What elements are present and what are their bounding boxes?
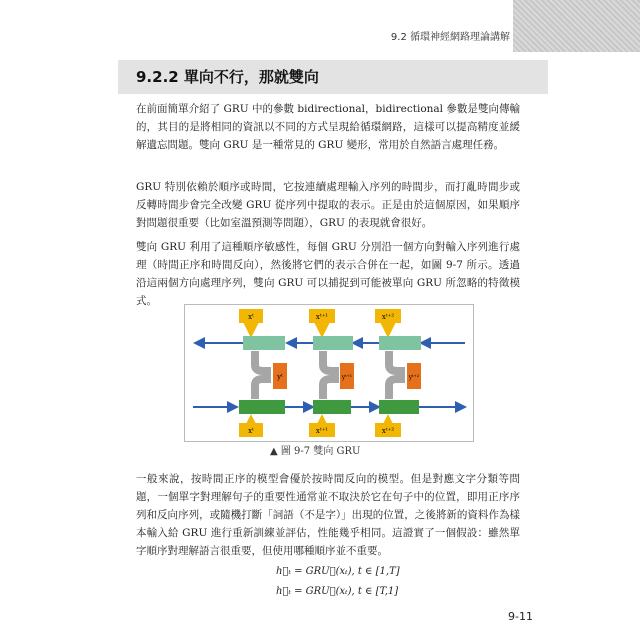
- input-top-label-2: xᵗ⁺¹: [315, 313, 329, 321]
- forward-gru-3: [379, 400, 419, 414]
- forward-gru-1: [239, 400, 285, 414]
- input-top-label-3: xᵗ⁺²: [381, 313, 395, 321]
- output-label-1: yᵗ: [277, 373, 283, 381]
- merge-arrow-bottom-1: [255, 379, 271, 399]
- header-decoration: [513, 0, 640, 52]
- merge-arrow-top-2: [323, 351, 339, 371]
- paragraph-1: 在前面簡單介紹了 GRU 中的參數 bidirectional，bidirectional 參數是雙向傳輸的，其目的是將相同的資訊以不同的方式呈現給循環網路，這樣可以提高精度並緩解遺忘問題。雙向 GRU 是一種常見的 GRU 變形，常用於自然語言處理任務。: [136, 103, 520, 151]
- time-step-3: [375, 309, 421, 437]
- equation-backward: h⃖ₜ = GRU⃖(xₜ), t ∈ [T,1]: [276, 586, 399, 597]
- merge-arrow-bottom-3: [389, 379, 405, 399]
- output-label-2: yᵗ⁺¹: [341, 374, 353, 381]
- equation-forward: h⃗ₜ = GRU⃗(xₜ), t ∈ [1,T]: [276, 566, 400, 577]
- input-bottom-label-3: xᵗ⁺²: [381, 427, 395, 435]
- paragraph-2: GRU 特別依賴於順序或時間，它按連續處理輸入序列的時間步，而打亂時間步或反轉時間步會完全改變 GRU 從序列中提取的表示。正是由於這個原因，如果順序對問題很重要（比如室溫預測等問題），GRU 的表現就會很好。: [136, 181, 520, 229]
- bidirectional-gru-figure: [184, 304, 474, 442]
- backward-gru-3: [379, 336, 421, 350]
- input-bottom-label-1: xᵗ: [248, 427, 254, 435]
- merge-arrow-bottom-2: [323, 379, 339, 399]
- running-header: 9.2 循環神經網路理論講解: [390, 32, 510, 43]
- merge-arrow-top-3: [389, 351, 405, 371]
- figure-caption: ▲ 圖 9-7 雙向 GRU: [270, 446, 361, 457]
- time-step-2: [309, 309, 354, 437]
- input-top-label-1: xᵗ: [248, 313, 254, 321]
- page-number: 9-11: [508, 610, 533, 623]
- output-label-3: yᵗ⁺²: [408, 374, 420, 381]
- forward-gru-2: [313, 400, 351, 414]
- paragraph-3: 雙向 GRU 利用了這種順序敏感性，每個 GRU 分別沿一個方向對輸入序列進行處理（時間正序和時間反向），然後將它們的表示合併在一起，如圖 9-7 所示。透過沿這兩個方向處理序列，雙向 GRU 可以捕捉到可能被單向 GRU 所忽略的特徵模式。: [136, 241, 520, 307]
- gru-diagram: [185, 305, 473, 441]
- section-title: 9.2.2 單向不行，那就雙向: [136, 68, 319, 86]
- input-bottom-label-2: xᵗ⁺¹: [315, 427, 329, 435]
- backward-gru-1: [243, 336, 285, 350]
- merge-arrow-top-1: [255, 351, 271, 371]
- backward-gru-2: [313, 336, 353, 350]
- paragraph-4: 一般來說，按時間正序的模型會優於按時間反向的模型。但是對應文字分類等問題，一個單字對理解句子的重要性通常並不取決於它在句子中的位置，即用正序序列和反向序列，或隨機打斷「詞語（不是字）」出現的位置，之後將新的資料作為樣本輸入給 GRU 進行重新訓練並評估，性能幾乎相同。這證實了一個假設：雖然單字順序對理解語言很重要，但使用哪種順序並不重要。: [136, 473, 520, 557]
